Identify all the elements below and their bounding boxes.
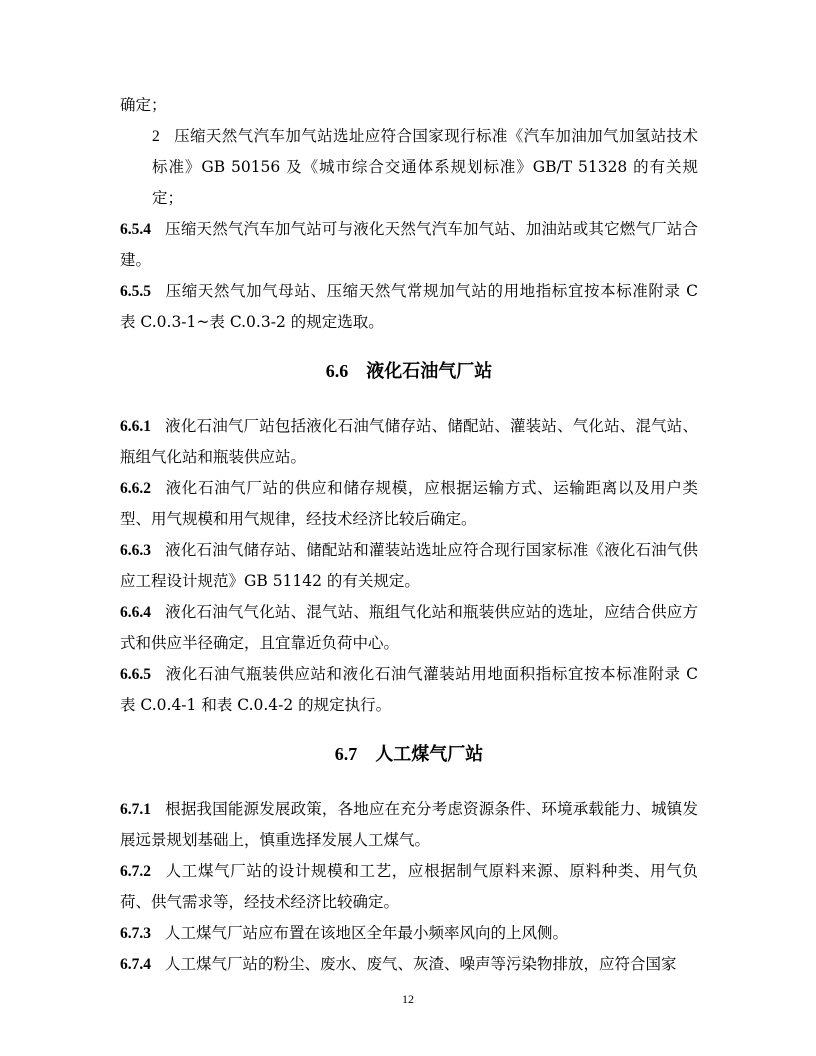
clause-number: 6.6.5 xyxy=(120,666,151,683)
clause-text: 人工煤气厂站的粉尘、废水、废气、灰渣、噪声等污染物排放，应符合国家 xyxy=(165,955,677,973)
section-heading-6-7 xyxy=(120,739,698,770)
continued-text: 确定； xyxy=(120,96,167,114)
item-number: 2 xyxy=(152,128,160,145)
clause-text: 压缩天然气加气母站、压缩天然气常规加气站的用地指标宜按本标准附录 C 表 C.0.3-1~表 C.0.3-2 的规定选取。 xyxy=(120,282,698,331)
clause-6-6-2 xyxy=(120,473,698,535)
clause-number: 6.6.4 xyxy=(120,604,151,621)
clause-text: 液化石油气瓶装供应站和液化石油气灌装站用地面积指标宜按本标准附录 C 表 C.0.4-1 和表 C.0.4-2 的规定执行。 xyxy=(120,665,698,714)
clause-text: 压缩天然气汽车加气站可与液化天然气汽车加气站、加油站或其它燃气厂站合建。 xyxy=(120,220,698,269)
clause-number: 6.5.4 xyxy=(120,221,151,238)
clause-number: 6.6.3 xyxy=(120,542,151,559)
clause-6-5-5 xyxy=(120,276,698,338)
clause-text: 人工煤气厂站的设计规模和工艺，应根据制气原料来源、原料种类、用气负荷、供气需求等，经技术经济比较确定。 xyxy=(120,862,698,911)
clause-6-6-1 xyxy=(120,411,698,473)
clause-text: 液化石油气储存站、储配站和灌装站选址应符合现行国家标准《液化石油气供应工程设计规范》GB 51142 的有关规定。 xyxy=(120,541,698,590)
clause-number: 6.7.3 xyxy=(120,925,151,942)
section-title: 液化石油气厂站 xyxy=(366,361,493,382)
clause-text: 液化石油气厂站的供应和储存规模，应根据运输方式、运输距离以及用户类型、用气规模和用气规律，经技术经济比较后确定。 xyxy=(120,479,698,528)
clause-text: 根据我国能源发展政策，各地应在充分考虑资源条件、环境承载能力、城镇发展远景规划基础上，慎重选择发展人工煤气。 xyxy=(120,800,698,849)
clause-6-7-1 xyxy=(120,794,698,856)
section-number: 6.7 xyxy=(334,744,358,764)
page-content xyxy=(120,90,698,980)
clause-number: 6.7.2 xyxy=(120,863,151,880)
clause-6-6-4 xyxy=(120,597,698,659)
clause-number: 6.6.2 xyxy=(120,480,151,497)
clause-number: 6.5.5 xyxy=(120,283,151,300)
clause-number: 6.7.1 xyxy=(120,801,151,818)
page-number: 12 xyxy=(402,992,414,1006)
list-item xyxy=(120,121,698,214)
clause-text: 人工煤气厂站应布置在该地区全年最小频率风向的上风侧。 xyxy=(165,924,569,942)
clause-text: 液化石油气气化站、混气站、瓶组气化站和瓶装供应站的选址，应结合供应方式和供应半径确定，且宜靠近负荷中心。 xyxy=(120,603,698,652)
section-heading-6-6 xyxy=(120,356,698,387)
clause-6-7-3 xyxy=(120,918,698,949)
clause-number: 6.6.1 xyxy=(120,418,151,435)
item-text: 压缩天然气汽车加气站选址应符合国家现行标准《汽车加油加气加氢站技术标准》GB 50156 及《城市综合交通体系规划标准》GB/T 51328 的有关规定； xyxy=(152,127,698,207)
section-title: 人工煤气厂站 xyxy=(375,744,484,765)
clause-number: 6.7.4 xyxy=(120,956,151,973)
clause-6-7-2 xyxy=(120,856,698,918)
clause-6-6-5 xyxy=(120,659,698,721)
clause-6-5-4 xyxy=(120,214,698,276)
section-number: 6.6 xyxy=(325,361,349,381)
clause-text: 液化石油气厂站包括液化石油气储存站、储配站、灌装站、气化站、混气站、瓶组气化站和瓶装供应站。 xyxy=(120,417,698,466)
clause-6-6-3 xyxy=(120,535,698,597)
clause-6-7-4 xyxy=(120,949,698,980)
